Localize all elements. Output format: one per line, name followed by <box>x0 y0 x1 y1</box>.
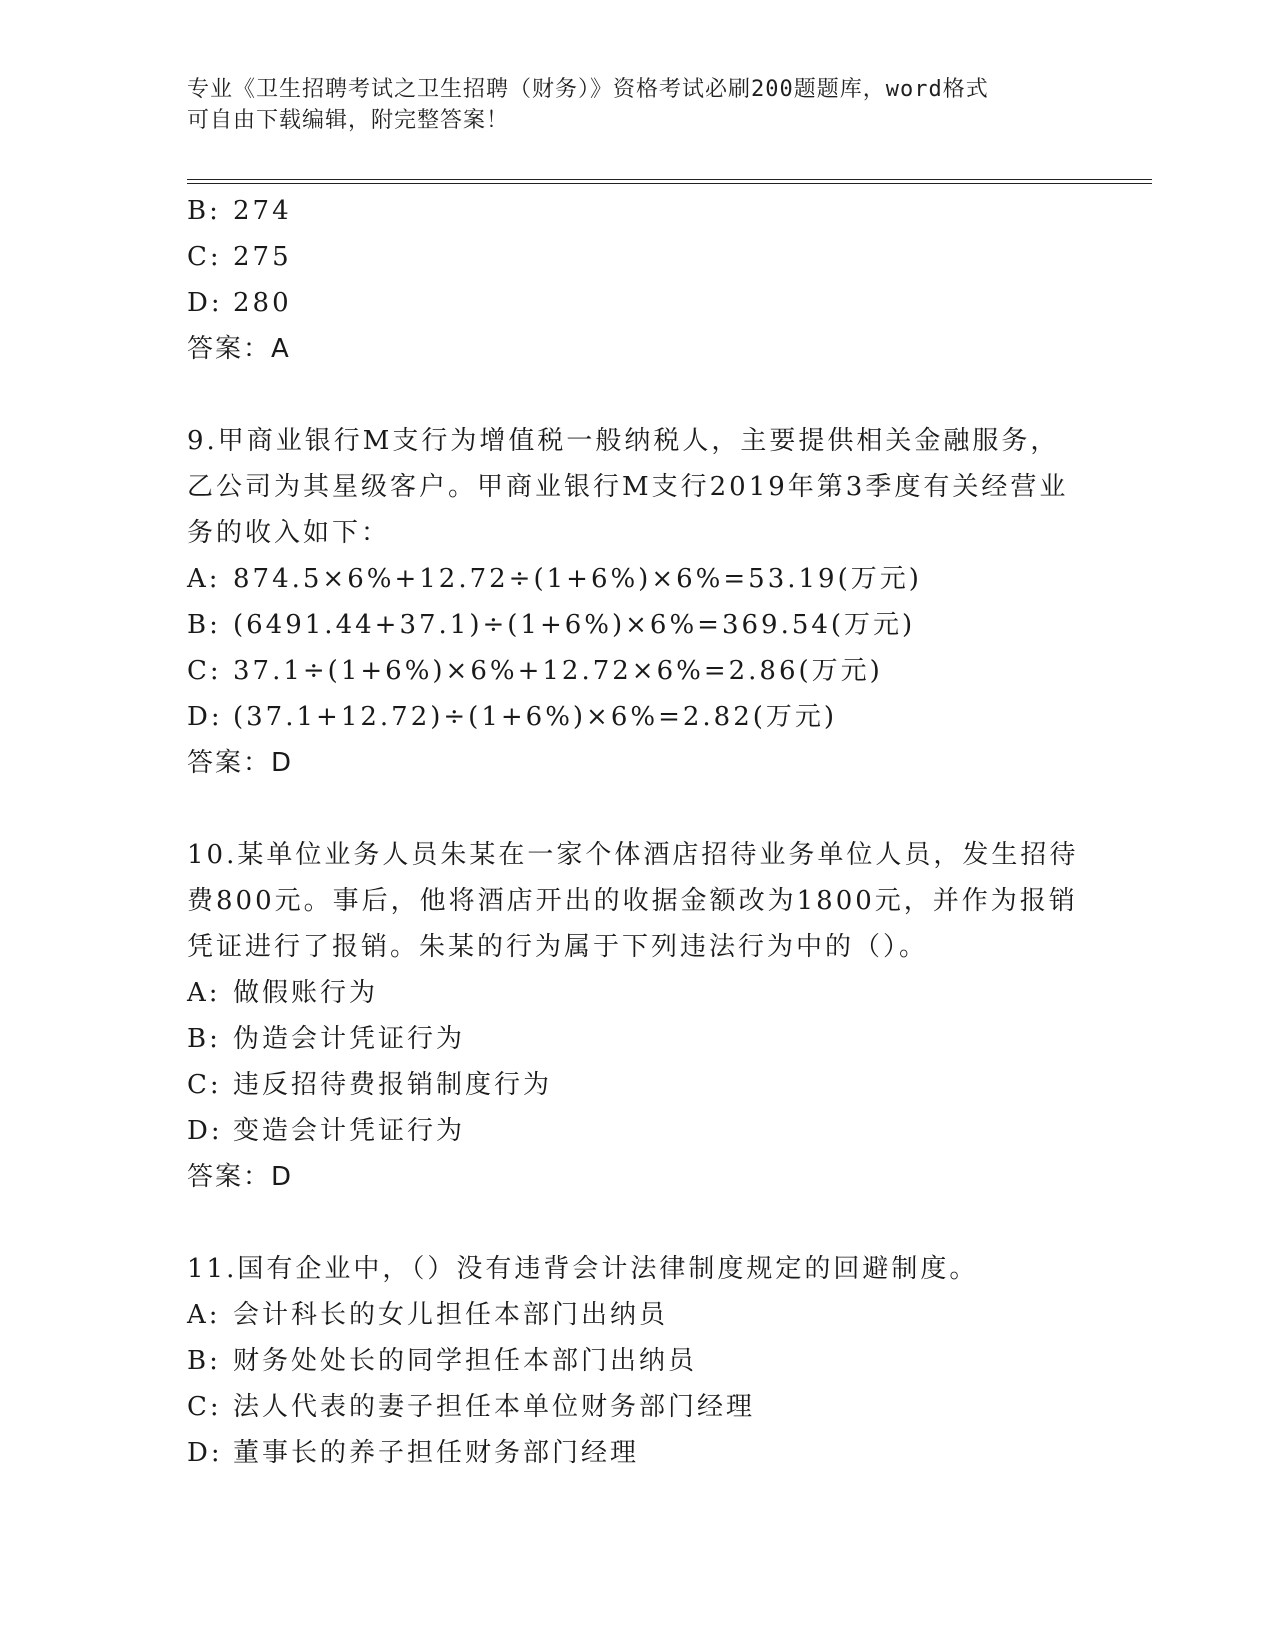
option-text: 变造会计凭证行为 <box>233 1116 466 1146</box>
option-d <box>187 1430 1087 1476</box>
option-b <box>187 1016 1087 1062</box>
option-text: 874.5×6%+12.72÷(1+6%)×6%=53.19(万元) <box>233 564 922 594</box>
spacer <box>187 1200 1087 1246</box>
spacer <box>187 372 1087 418</box>
option-label: A: <box>187 564 221 594</box>
option-label: D: <box>187 702 223 732</box>
option-b <box>187 602 1087 648</box>
question-stem-line: 10.某单位业务人员朱某在一家个体酒店招待业务单位人员，发生招待 <box>187 840 1079 870</box>
option-text: 做假账行为 <box>233 978 379 1008</box>
page-header <box>187 74 1087 136</box>
option-label: D: <box>187 1438 223 1468</box>
option-label: C: <box>187 656 222 686</box>
header-divider-top <box>187 179 1152 180</box>
option-text: (37.1+12.72)÷(1+6%)×6%=2.82(万元) <box>233 702 838 732</box>
option-text: 会计科长的女儿担任本部门出纳员 <box>233 1300 669 1330</box>
question-stem-line: 费800元。事后，他将酒店开出的收据金额改为1800元，并作为报销 <box>187 886 1078 916</box>
option-label: C: <box>187 1392 222 1422</box>
option-label: A: <box>187 1300 221 1330</box>
option-label: B: <box>187 1346 221 1376</box>
option-text: 275 <box>233 242 292 272</box>
option-c <box>187 1062 1087 1108</box>
header-divider-bottom <box>187 183 1152 184</box>
option-text: 37.1÷(1+6%)×6%+12.72×6%=2.86(万元) <box>233 656 883 686</box>
question-stem-line: 凭证进行了报销。朱某的行为属于下列违法行为中的（）。 <box>187 932 929 962</box>
option-label: C: <box>187 242 222 272</box>
option-text: 董事长的养子担任财务部门经理 <box>233 1438 640 1468</box>
question-10 <box>187 832 1087 1200</box>
option-d <box>187 1108 1087 1154</box>
option-label: C: <box>187 1070 222 1100</box>
option-text: (6491.44+37.1)÷(1+6%)×6%=369.54(万元) <box>233 610 916 640</box>
option-a <box>187 1292 1087 1338</box>
option-c <box>187 1384 1087 1430</box>
question-stem-line: 务的收入如下： <box>187 518 391 548</box>
option-text: 财务处处长的同学担任本部门出纳员 <box>233 1346 698 1376</box>
option-text: 伪造会计凭证行为 <box>233 1024 466 1054</box>
option-d <box>187 694 1087 740</box>
option-label: B: <box>187 610 221 640</box>
question-list <box>187 188 1087 1476</box>
option-a <box>187 556 1087 602</box>
option-label: A: <box>187 978 221 1008</box>
option-b <box>187 1338 1087 1384</box>
option-b <box>187 188 1087 234</box>
option-text: 280 <box>233 288 292 318</box>
option-label: B: <box>187 1024 221 1054</box>
option-text: 法人代表的妻子担任本单位财务部门经理 <box>233 1392 756 1422</box>
header-title-line-1: 专业《卫生招聘考试之卫生招聘（财务）》资格考试必刷200题题库，word格式 <box>187 77 989 102</box>
option-label: D: <box>187 1116 223 1146</box>
answer-line: 答案：D <box>187 1162 294 1192</box>
question-stem-line: 9.甲商业银行M支行为增值税一般纳税人，主要提供相关金融服务， <box>187 426 1060 456</box>
option-d <box>187 280 1087 326</box>
header-title-line-2: 可自由下载编辑，附完整答案！ <box>187 108 510 133</box>
option-c <box>187 648 1087 694</box>
option-c <box>187 234 1087 280</box>
option-label: D: <box>187 288 223 318</box>
option-text: 违反招待费报销制度行为 <box>233 1070 553 1100</box>
question-stem-line: 11.国有企业中，（）没有违背会计法律制度规定的回避制度。 <box>187 1254 979 1284</box>
question-11 <box>187 1246 1087 1476</box>
question-prev <box>187 188 1087 372</box>
answer-line: 答案：A <box>187 334 291 364</box>
spacer <box>187 786 1087 832</box>
option-label: B: <box>187 196 221 226</box>
option-text: 274 <box>233 196 292 226</box>
option-a <box>187 970 1087 1016</box>
answer-line: 答案：D <box>187 748 294 778</box>
question-9 <box>187 418 1087 786</box>
question-stem-line: 乙公司为其星级客户。甲商业银行M支行2019年第3季度有关经营业 <box>187 472 1069 502</box>
